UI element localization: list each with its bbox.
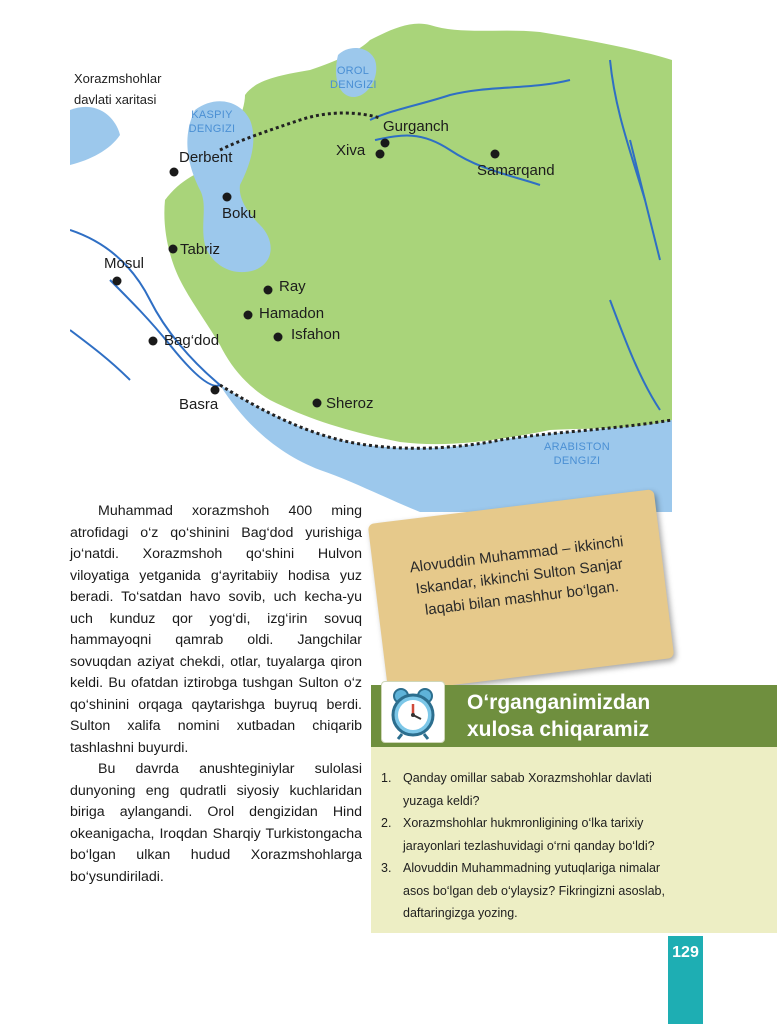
city-sheroz: Sheroz <box>326 395 374 412</box>
page-number-tab <box>668 936 703 1024</box>
sea-label-orol: OROL DENGIZI <box>330 65 377 91</box>
summary-title-line-2: xulosa chiqaramiz <box>467 718 650 741</box>
city-hamadon: Hamadon <box>259 305 325 322</box>
body-paragraph-2: Bu davrda anushteginiylar sulolasi dunyoning eng qudratli siyosiy kuchlaridan biriga aylangandi. Orol dengizidan Hind okeanigacha, Iroqdan Sharqiy Turkistongacha bo‘lgan ulkan hudud Xorazmshohlarga bo‘ysundiriladi. <box>70 761 362 885</box>
city-gurganch: Gurganch <box>383 118 449 135</box>
page-number: 129 <box>672 944 699 961</box>
note-text: Alovuddin Muhammad – ikkinchi Iskandar, ikkinchi Sulton Sanjar laqabi bilan mashhur bo‘lgan. <box>408 533 625 619</box>
question-list <box>381 767 671 925</box>
question-item <box>381 812 671 857</box>
question-number: 1. <box>381 771 392 785</box>
map-title: Xorazmshohlar davlati xaritasi <box>74 71 162 107</box>
body-paragraph-1: Muhammad xorazmshoh 400 ming atrofidagi o‘z qo‘shinini Bag‘dod yurishiga jo‘natdi. Xorazmshoh qo‘shini Hulvon viloyatiga yetganida g‘ayritabiiy hodisa yuz beradi. To‘satdan havo sovib, uch kecha-yu uch kunduz qor yog‘di, izg‘irin sovuq hammayoqni qamrab oldi. Jangchilar sovuqdan aziyat chekdi, otlar, tuyalarga qiron keldi. Bu ofatdan iztirobga tushgan Sulton o‘z qo‘shinini orqaga qaytarishga buyruq berdi. Sulton xalifa nomini xutbadan chiqarib tashlashni buyurdi. <box>70 503 362 756</box>
city-bagdod: Bag‘dod <box>164 332 220 349</box>
note-parchment <box>368 489 675 693</box>
city-mosul: Mosul <box>104 255 145 272</box>
city-xiva: Xiva <box>336 142 366 159</box>
city-ray: Ray <box>279 278 306 295</box>
city-basra: Basra <box>179 396 219 413</box>
summary-title <box>467 689 650 743</box>
city-derbent: Derbent <box>179 149 233 166</box>
city-boku: Boku <box>222 205 257 222</box>
summary-panel <box>371 685 777 933</box>
body-text <box>70 501 362 888</box>
summary-header <box>371 685 777 747</box>
question-item <box>381 857 671 925</box>
city-isfahon: Isfahon <box>291 326 341 343</box>
city-samarqand: Samarqand <box>477 162 555 179</box>
alarm-clock-icon <box>381 681 445 743</box>
question-number: 3. <box>381 861 392 875</box>
sea-label-kaspiy: KASPIY DENGIZI <box>188 109 236 135</box>
question-text: Qanday omillar sabab Xorazmshohlar davlati yuzaga keldi? <box>403 771 652 808</box>
question-text: Alovuddin Muhammadning yutuqlariga nimalar asos bo‘lgan deb o‘ylaysiz? Fikringizni asoslab, daftaringizga yozing. <box>403 861 665 920</box>
question-item <box>381 767 671 812</box>
summary-title-line-1: O‘rganganimizdan <box>467 691 651 714</box>
city-tabriz: Tabriz <box>180 241 221 258</box>
question-number: 2. <box>381 816 392 830</box>
question-text: Xorazmshohlar hukmronligining o‘lka tarixiy jarayonlari tezlashuvidagi o‘rni qanday bo‘ldi? <box>403 816 655 853</box>
sea-label-arabiston: ARABISTON DENGIZI <box>543 441 611 467</box>
